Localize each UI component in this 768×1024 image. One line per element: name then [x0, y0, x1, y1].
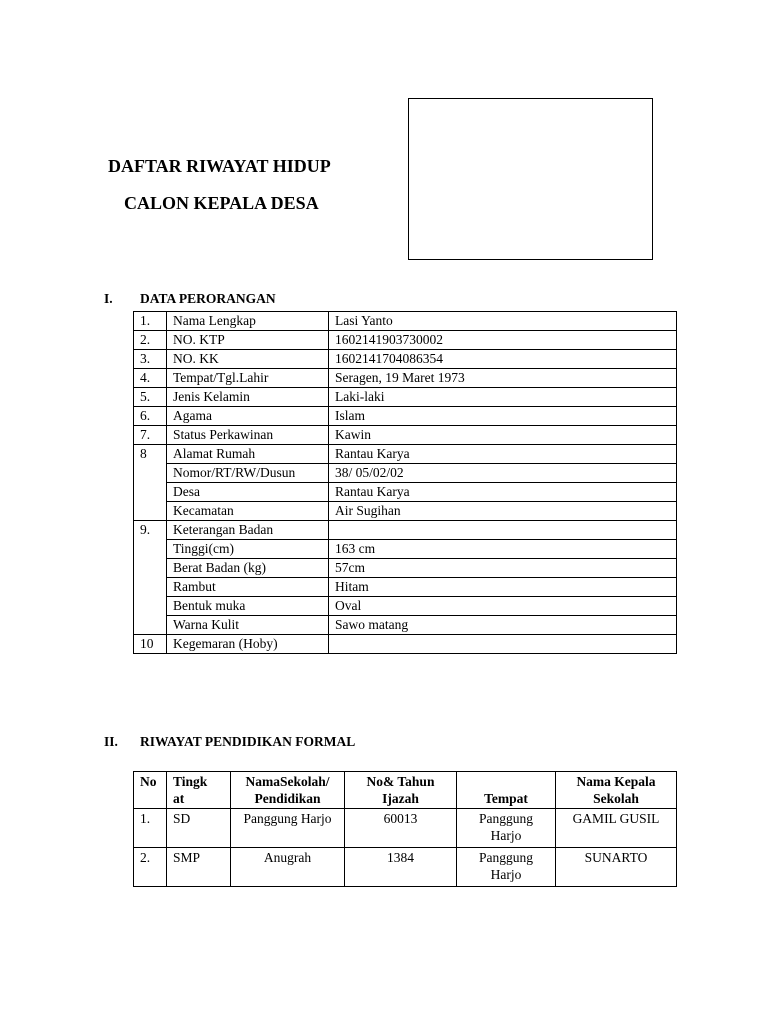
table-row: [134, 464, 677, 483]
row-number: 2.: [134, 331, 167, 350]
table-row: [134, 426, 677, 445]
row-number: 3.: [134, 350, 167, 369]
table-row: [134, 369, 677, 388]
tempat-cell: Panggung Harjo: [457, 809, 556, 848]
tingkat-cell: SD: [167, 809, 231, 848]
section-2-title: RIWAYAT PENDIDIKAN FORMAL: [140, 734, 356, 749]
field-value: 1602141903730002: [329, 331, 677, 350]
field-value: Oval: [329, 597, 677, 616]
table-row: [134, 578, 677, 597]
table-row: [134, 540, 677, 559]
row-number: [134, 616, 167, 635]
personal-data-table: [133, 311, 677, 654]
table-row: [134, 521, 677, 540]
field-label: Desa: [167, 483, 329, 502]
col-header-kepala-sekolah: Nama Kepala Sekolah: [556, 772, 677, 809]
table-row: [134, 350, 677, 369]
table-row: [134, 331, 677, 350]
field-label: Kegemaran (Hoby): [167, 635, 329, 654]
field-value: Rantau Karya: [329, 483, 677, 502]
sekolah-cell: Anugrah: [231, 848, 345, 887]
field-value: Islam: [329, 407, 677, 426]
field-value: Sawo matang: [329, 616, 677, 635]
row-number: 7.: [134, 426, 167, 445]
field-value: Lasi Yanto: [329, 312, 677, 331]
field-value: [329, 521, 677, 540]
field-value: 38/ 05/02/02: [329, 464, 677, 483]
col-header-ijazah: No& Tahun Ijazah: [345, 772, 457, 809]
row-number: 2.: [134, 848, 167, 887]
table-row: [134, 635, 677, 654]
field-label: Nama Lengkap: [167, 312, 329, 331]
field-value: Hitam: [329, 578, 677, 597]
field-label: Tempat/Tgl.Lahir: [167, 369, 329, 388]
table-row: [134, 597, 677, 616]
education-table: [133, 771, 677, 887]
field-value: Laki-laki: [329, 388, 677, 407]
row-number: 10: [134, 635, 167, 654]
row-number: 4.: [134, 369, 167, 388]
field-value: 163 cm: [329, 540, 677, 559]
table-row: [134, 809, 677, 848]
row-number: 6.: [134, 407, 167, 426]
row-number: [134, 540, 167, 559]
row-number: [134, 559, 167, 578]
document-subtitle: CALON KEPALA DESA: [124, 193, 319, 213]
field-label: NO. KTP: [167, 331, 329, 350]
table-row: [134, 483, 677, 502]
table-row: [134, 388, 677, 407]
table-row: [134, 502, 677, 521]
row-number: 9.: [134, 521, 167, 540]
table-row: [134, 407, 677, 426]
col-header-tingkat: Tingk at: [167, 772, 231, 809]
row-number: 1.: [134, 312, 167, 331]
field-label: NO. KK: [167, 350, 329, 369]
field-value: Air Sugihan: [329, 502, 677, 521]
photo-box: [408, 98, 653, 260]
col-header-tempat: Tempat: [457, 772, 556, 809]
table-row: [134, 848, 677, 887]
document-title: DAFTAR RIWAYAT HIDUP: [108, 156, 331, 176]
field-label: Berat Badan (kg): [167, 559, 329, 578]
field-value: Seragen, 19 Maret 1973: [329, 369, 677, 388]
row-number: 1.: [134, 809, 167, 848]
row-number: [134, 502, 167, 521]
ijazah-cell: 60013: [345, 809, 457, 848]
row-number: [134, 597, 167, 616]
field-value: Rantau Karya: [329, 445, 677, 464]
field-value: 1602141704086354: [329, 350, 677, 369]
field-label: Alamat Rumah: [167, 445, 329, 464]
sekolah-cell: Panggung Harjo: [231, 809, 345, 848]
ijazah-cell: 1384: [345, 848, 457, 887]
tempat-cell: Panggung Harjo: [457, 848, 556, 887]
field-label: Tinggi(cm): [167, 540, 329, 559]
field-label: Warna Kulit: [167, 616, 329, 635]
kepala-sekolah-cell: SUNARTO: [556, 848, 677, 887]
row-number: [134, 464, 167, 483]
field-label: Status Perkawinan: [167, 426, 329, 445]
field-label: Agama: [167, 407, 329, 426]
table-row: [134, 559, 677, 578]
field-value: 57cm: [329, 559, 677, 578]
table-header-row: [134, 772, 677, 809]
kepala-sekolah-cell: GAMIL GUSIL: [556, 809, 677, 848]
field-label: Jenis Kelamin: [167, 388, 329, 407]
row-number: 8: [134, 445, 167, 464]
col-header-sekolah: NamaSekolah/ Pendidikan: [231, 772, 345, 809]
tingkat-cell: SMP: [167, 848, 231, 887]
section-1-number: I.: [104, 291, 113, 306]
field-value: [329, 635, 677, 654]
section-2-number: II.: [104, 734, 118, 749]
table-row: [134, 616, 677, 635]
row-number: 5.: [134, 388, 167, 407]
table-row: [134, 312, 677, 331]
field-label: Bentuk muka: [167, 597, 329, 616]
field-value: Kawin: [329, 426, 677, 445]
field-label: Keterangan Badan: [167, 521, 329, 540]
row-number: [134, 483, 167, 502]
field-label: Nomor/RT/RW/Dusun: [167, 464, 329, 483]
row-number: [134, 578, 167, 597]
col-header-no: No: [134, 772, 167, 809]
field-label: Rambut: [167, 578, 329, 597]
field-label: Kecamatan: [167, 502, 329, 521]
table-row: [134, 445, 677, 464]
section-1-title: DATA PERORANGAN: [140, 291, 276, 306]
